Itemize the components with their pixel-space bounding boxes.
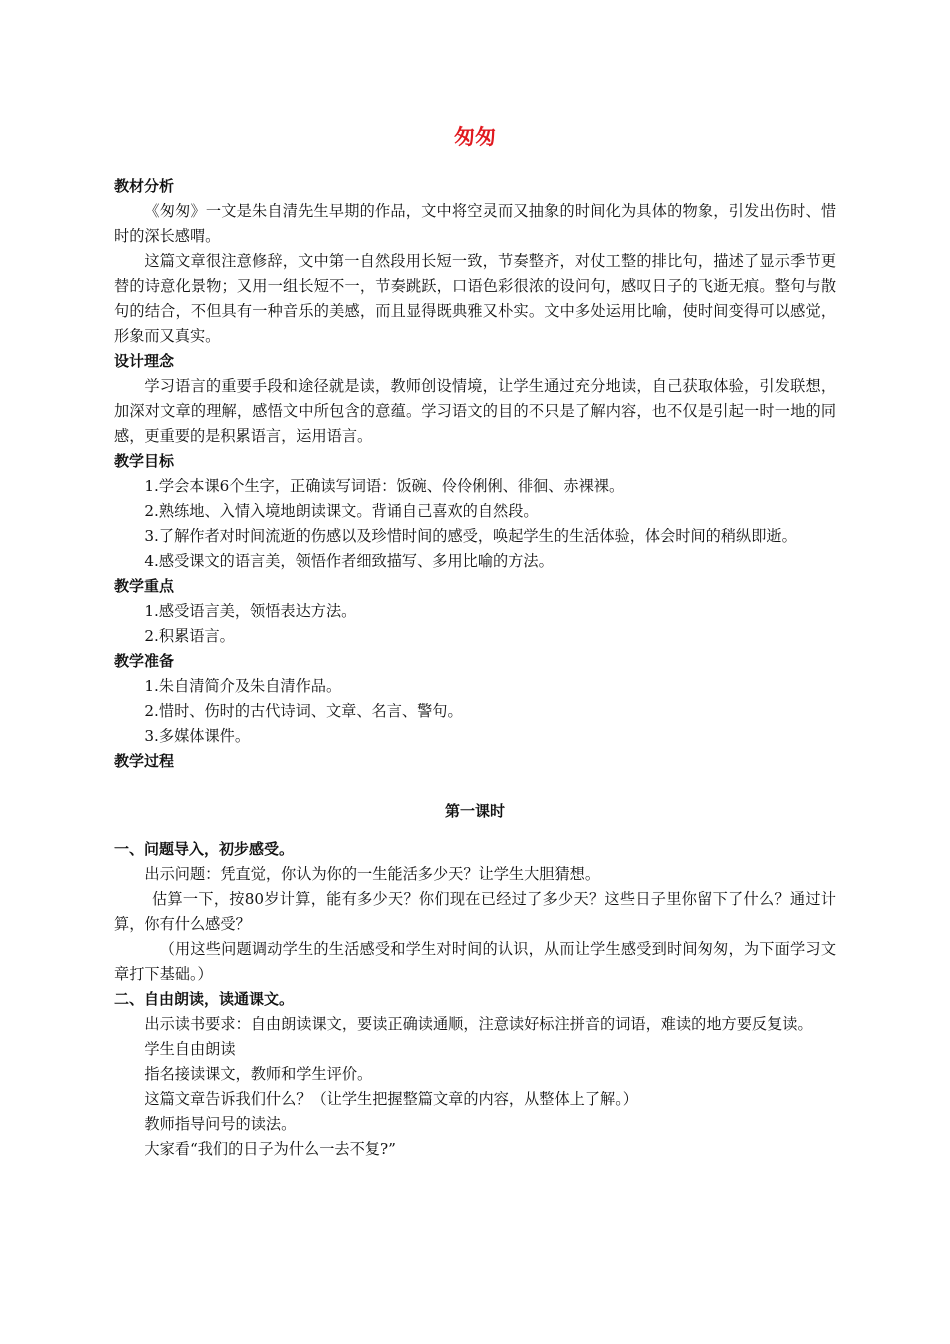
list-item: 1.朱自清简介及朱自清作品。 <box>144 677 342 695</box>
section-heading-concept: 设计理念 <box>114 352 175 370</box>
section-heading-goals: 教学目标 <box>114 452 175 470</box>
list-item: 3.多媒体课件。 <box>144 727 251 745</box>
section-heading-keypoints: 教学重点 <box>114 577 175 595</box>
paragraph: 出示问题：凭直觉，你认为你的一生能活多少天？让学生大胆猜想。 <box>144 865 601 883</box>
paragraph: 学生自由朗读 <box>144 1040 236 1058</box>
list-item: 1.学会本课6个生字，正确读写词语：饭碗、伶伶俐俐、徘徊、赤裸裸。 <box>144 477 625 495</box>
list-item: 2.积累语言。 <box>144 627 235 645</box>
section-heading-analysis: 教材分析 <box>114 177 175 195</box>
section-heading-process: 教学过程 <box>114 752 175 770</box>
lesson-title: 第一课时 <box>444 802 505 820</box>
paragraph: 估算一下，按80岁计算，能有多少天？你们现在已经过了多少天？这些日子里你留下了什么？通过计算，你有什么感受？ <box>114 890 836 933</box>
step-heading: 二、自由朗读，读通课文。 <box>114 990 295 1008</box>
document-body <box>114 174 836 1162</box>
section-heading-prep: 教学准备 <box>114 652 175 670</box>
paragraph: 指名接读课文，教师和学生评价。 <box>144 1065 373 1083</box>
step-heading: 一、问题导入，初步感受。 <box>114 840 295 858</box>
paragraph: 大家看“我们的日子为什么一去不复?” <box>144 1140 396 1158</box>
list-item: 3.了解作者对时间流逝的伤感以及珍惜时间的感受，唤起学生的生活体验，体会时间的稍纵即逝。 <box>144 527 797 545</box>
list-item: 2.惜时、伤时的古代诗词、文章、名言、警句。 <box>144 702 463 720</box>
spacer <box>114 774 836 799</box>
paragraph: 学习语言的重要手段和途径就是读，教师创设情境，让学生通过充分地读，自己获取体验，引发联想，加深对文章的理解，感悟文中所包含的意蕴。学习语文的目的不只是了解内容，也不仅是引起一时一地的同感，更重要的是积累语言，运用语言。 <box>114 377 836 445</box>
list-item: 2.熟练地、入情入境地朗读课文。背诵自己喜欢的自然段。 <box>144 502 539 520</box>
document-title: 匆匆 <box>454 125 496 149</box>
list-item: 1.感受语言美，领悟表达方法。 <box>144 602 357 620</box>
paragraph: 这篇文章很注意修辞，文中第一自然段用长短一致，节奏整齐，对仗工整的排比句，描述了显示季节更替的诗意化景物；又用一组长短不一，节奏跳跃，口语色彩很浓的设问句，感叹日子的飞逝无痕。整句与散句的结合，不但具有一种音乐的美感，而且显得既典雅又朴实。文中多处运用比喻，使时间变得可以感觉，形象而又真实。 <box>114 252 836 345</box>
list-item: 4.感受课文的语言美，领悟作者细致描写、多用比喻的方法。 <box>144 552 554 570</box>
paragraph: 这篇文章告诉我们什么？（让学生把握整篇文章的内容，从整体上了解。） <box>144 1090 638 1108</box>
spacer <box>114 824 836 837</box>
paragraph: 教师指导问号的读法。 <box>144 1115 297 1133</box>
paragraph: 出示读书要求：自由朗读课文，要读正确读通顺，注意读好标注拼音的词语，难读的地方要反复读。 <box>144 1015 813 1033</box>
paragraph: 《匆匆》一文是朱自清先生早期的作品，文中将空灵而又抽象的时间化为具体的物象，引发出伤时、惜时的深长感喟。 <box>114 202 836 245</box>
paragraph: （用这些问题调动学生的生活感受和学生对时间的认识，从而让学生感受到时间匆匆，为下面学习文章打下基础。） <box>114 940 836 983</box>
